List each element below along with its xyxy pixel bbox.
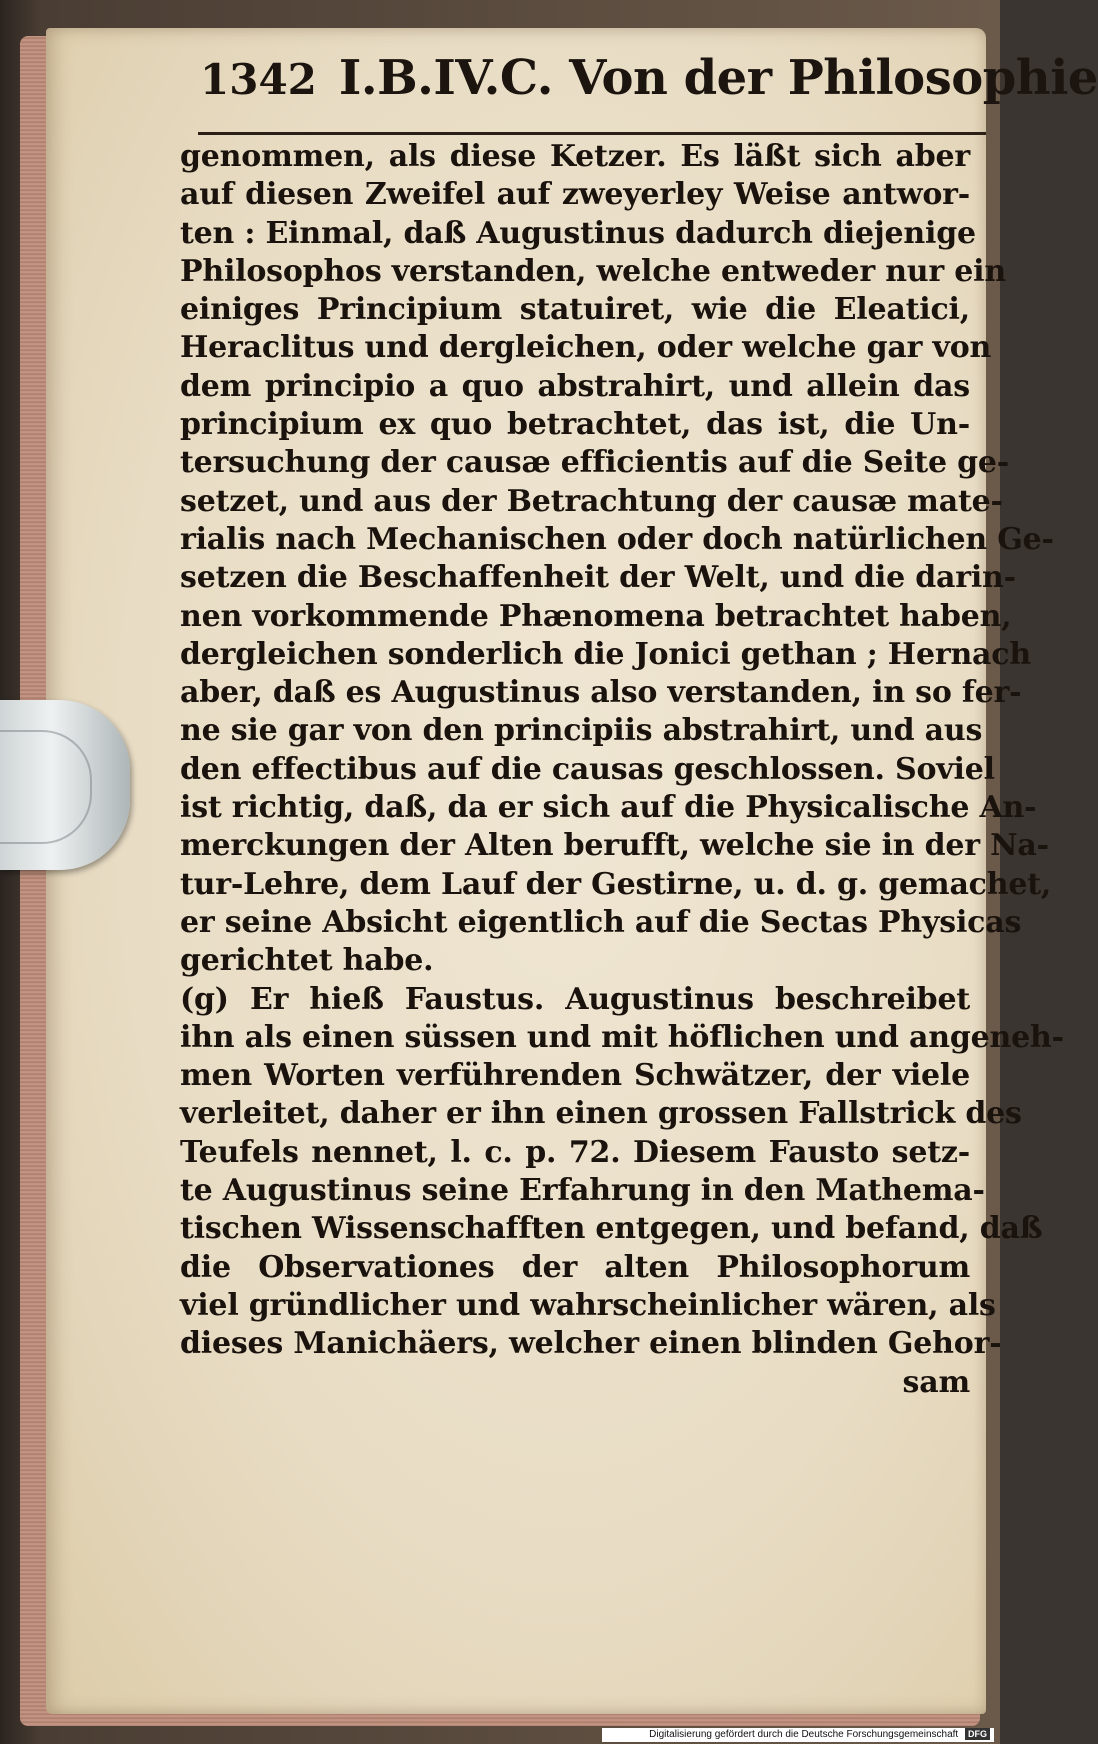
text-line: gerichtet habe. — [180, 943, 434, 979]
text-line: tur-Lehre, dem Lauf der Gestirne, u. d. g. gemachet, — [180, 866, 1052, 902]
text-line: ne sie gar von den principiis abstrahirt, und aus — [180, 713, 983, 749]
text-line: (g) Er hieß Faustus. Augustinus beschreibet — [180, 981, 970, 1017]
text-line: die Observationes der alten Philosophorum — [180, 1249, 970, 1285]
text-line: principium ex quo betrachtet, das ist, die Un- — [180, 407, 970, 443]
text-line: genommen, als diese Ketzer. Es läßt sich aber — [180, 139, 970, 174]
text-line: ten : Einmal, daß Augustinus dadurch diejenige — [180, 215, 976, 251]
text-line: dem principio a quo abstrahirt, und allein das — [180, 368, 970, 404]
running-head: I.B.IV.C. Von der Philosophie — [338, 50, 1098, 106]
text-line: Heraclitus und dergleichen, oder welche gar von — [180, 330, 992, 366]
page-number: 1342 — [200, 55, 317, 104]
text-line: merckungen der Alten berufft, welche sie in der Na- — [180, 828, 1049, 864]
text-line: rialis nach Mechanischen oder doch natürlichen Ge- — [180, 521, 1054, 557]
text-line: Philosophos verstanden, welche entweder nur ein — [180, 253, 1006, 289]
text-line: den effectibus auf die causas geschlossen. Soviel — [180, 751, 995, 787]
page-header — [200, 50, 1098, 130]
body-text — [180, 138, 1064, 1402]
header-rule — [198, 132, 986, 135]
text-line: te Augustinus seine Erfahrung in den Mathema- — [180, 1173, 985, 1209]
text-line: auf diesen Zweifel auf zweyerley Weise antwor- — [180, 177, 970, 213]
footer-credit — [602, 1728, 994, 1742]
text-line: verleitet, daher er ihn einen grossen Fallstrick des — [180, 1096, 1022, 1132]
text-line: dieses Manichäers, welcher einen blinden Gehor- — [180, 1326, 1002, 1362]
text-line: tischen Wissenschafften entgegen, und befand, daß — [180, 1211, 1043, 1247]
text-line: dergleichen sonderlich die Jonici gethan ; Hernach — [180, 636, 1031, 672]
text-line: einiges Principium statuiret, wie die Eleatici, — [180, 292, 970, 328]
text-line: viel gründlicher und wahrscheinlicher wären, als — [180, 1287, 996, 1323]
text-line: tersuchung der causæ efficientis auf die Seite ge- — [180, 445, 1009, 481]
text-line: men Worten verführenden Schwätzer, der viele — [180, 1058, 970, 1094]
text-line: nen vorkommende Phænomena betrachtet haben, — [180, 598, 1012, 634]
dfg-logo: DFG — [965, 1728, 990, 1740]
text-line: setzen die Beschaffenheit der Welt, und die darin- — [180, 560, 1016, 596]
text-line: setzet, und aus der Betrachtung der causæ mate- — [180, 483, 1003, 519]
text-line: Teufels nennet, l. c. p. 72. Diesem Fausto setz- — [180, 1134, 970, 1170]
text-line: ihn als einen süssen und mit höflichen und angeneh- — [180, 1019, 1064, 1055]
text-line: er seine Absicht eigentlich auf die Sectas Physicas — [180, 904, 1022, 940]
text-line: sam — [902, 1364, 970, 1400]
text-line: aber, daß es Augustinus also verstanden, in so fer- — [180, 675, 1022, 711]
text-line: ist richtig, daß, da er sich auf die Physicalische An- — [180, 790, 1037, 826]
footer-credit-text: Digitalisierung gefördert durch die Deutsche Forschungsgemeinschaft — [649, 1729, 959, 1740]
page-clip-inner — [0, 730, 92, 844]
